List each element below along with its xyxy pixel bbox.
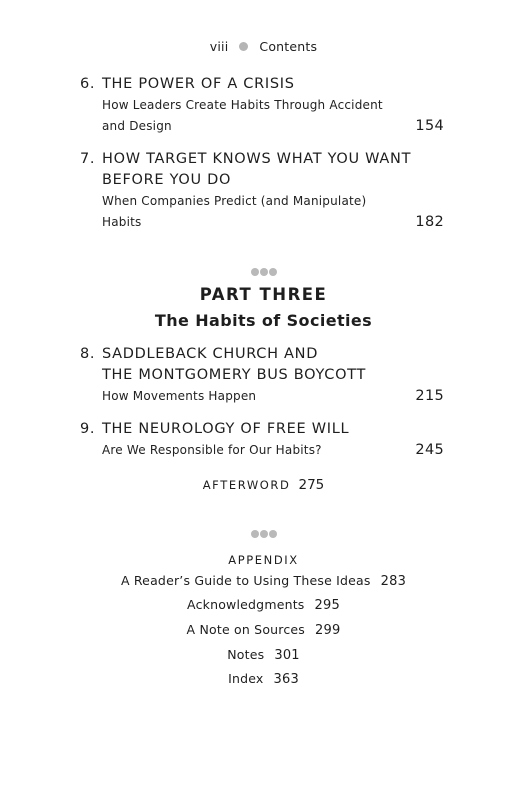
chapter-page-number: 182 [415, 214, 444, 230]
appendix-item-title: A Note on Sources [186, 622, 306, 637]
appendix-item-title: Notes [227, 647, 265, 662]
appendix-item-page: 283 [380, 574, 407, 589]
toc-entry-chapter-7[interactable] [80, 149, 444, 233]
divider-dot-icon [260, 268, 268, 276]
toc-entry-index[interactable] [0, 671, 527, 687]
chapter-page-number: 245 [415, 442, 444, 458]
page-number-label: viii [209, 39, 229, 54]
toc-entry-note-on-sources[interactable] [0, 622, 527, 638]
appendix-item-page: 295 [314, 598, 340, 613]
chapter-subtitle-line: How Leaders Create Habits Through Accident [102, 98, 383, 112]
chapter-title: 8. SADDLEBACK CHURCH AND [80, 344, 444, 365]
toc-entry-afterword[interactable] [0, 477, 527, 493]
toc-entry-notes[interactable] [0, 647, 527, 663]
chapter-subtitle-line: Are We Responsible for Our Habits? [102, 443, 322, 457]
running-header [0, 39, 527, 54]
chapter-page-number: 215 [415, 388, 444, 404]
appendix-item-page: 301 [274, 648, 300, 663]
chapter-subtitle-line: Habits [102, 215, 142, 229]
chapter-number: 9. [80, 421, 96, 437]
part-title: The Habits of Societies [154, 311, 373, 330]
chapter-page-number: 154 [415, 118, 444, 134]
chapter-title-line: BEFORE YOU DO [102, 172, 232, 188]
divider-dot-icon [269, 530, 277, 538]
chapter-title: 6. THE POWER OF A CRISIS [80, 74, 444, 95]
chapter-title: 7. HOW TARGET KNOWS WHAT YOU WANT [80, 149, 444, 170]
appendix-item-title: Acknowledgments [187, 597, 305, 612]
section-divider-ornament [0, 261, 527, 271]
toc-entry-chapter-6[interactable] [80, 74, 444, 137]
toc-entry-chapter-9[interactable] [80, 419, 444, 461]
chapter-subtitle-line: When Companies Predict (and Manipulate) [102, 194, 367, 208]
chapter-subtitle-line: and Design [102, 119, 172, 133]
divider-dot-icon [251, 530, 259, 538]
afterword-label: AFTERWORD [202, 478, 291, 492]
part-heading: PART THREE [199, 285, 328, 304]
header-bullet-icon [239, 42, 248, 51]
appendix-item-title: A Reader’s Guide to Using These Ideas [120, 573, 371, 588]
chapter-title-line: THE MONTGOMERY BUS BOYCOTT [102, 367, 367, 383]
divider-dot-icon [269, 268, 277, 276]
appendix-item-page: 363 [273, 672, 299, 687]
afterword-page-number: 275 [298, 477, 325, 493]
divider-dot-icon [260, 530, 268, 538]
chapter-subtitle-line: How Movements Happen [102, 389, 257, 403]
toc-entry-readers-guide[interactable] [0, 573, 527, 589]
chapter-number: 6. [80, 76, 96, 92]
chapter-title: 9. THE NEUROLOGY OF FREE WILL [80, 419, 444, 440]
toc-entry-chapter-8[interactable] [80, 344, 444, 407]
toc-entry-acknowledgments[interactable] [0, 597, 527, 613]
appendix-heading: APPENDIX [228, 553, 299, 567]
divider-dot-icon [251, 268, 259, 276]
section-divider-ornament [0, 523, 527, 533]
chapter-number: 8. [80, 346, 96, 362]
running-header-title: Contents [259, 39, 318, 54]
chapter-number: 7. [80, 151, 96, 167]
appendix-item-title: Index [228, 671, 264, 686]
appendix-item-page: 299 [315, 623, 341, 638]
